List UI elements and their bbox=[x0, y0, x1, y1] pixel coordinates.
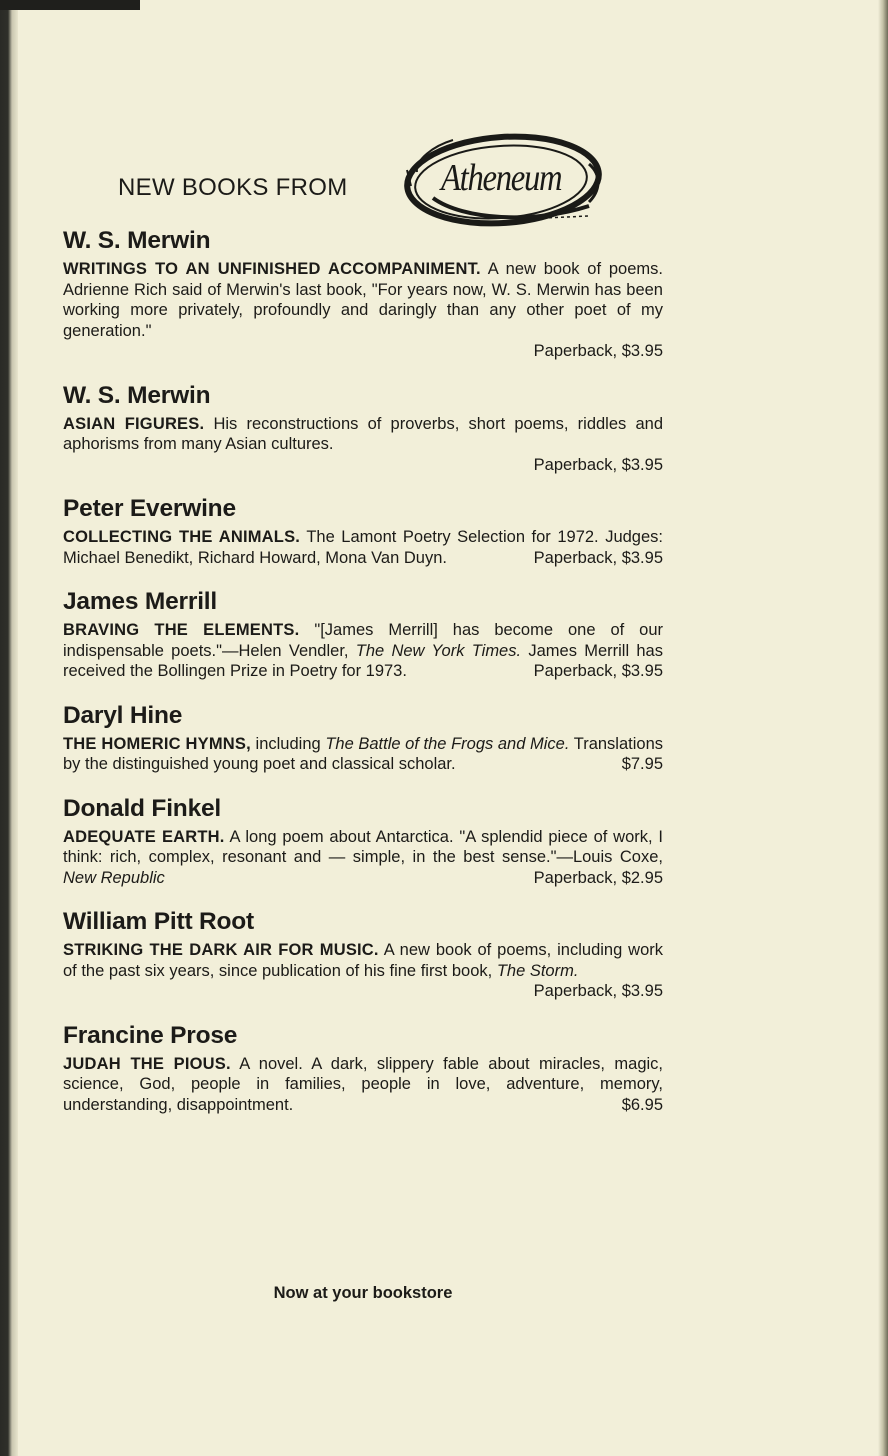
book-entry bbox=[63, 382, 663, 476]
advertisement bbox=[63, 140, 664, 1302]
book-blurb-italic: The New York Times. bbox=[355, 641, 522, 660]
author-name: Francine Prose bbox=[63, 1021, 238, 1049]
book-price: Paperback, $3.95 bbox=[533, 342, 663, 360]
book-blurb: A long poem about Antarctica. "A splendid piece of work, I think: rich, complex, resonant and — simple, in the best sense."—Louis Coxe, bbox=[63, 827, 663, 866]
book-entry bbox=[63, 1022, 663, 1116]
book-description bbox=[63, 827, 663, 889]
book-description bbox=[63, 620, 663, 682]
book-title: THE HOMERIC HYMNS, bbox=[63, 734, 251, 753]
author-name: W. S. Merwin bbox=[63, 381, 211, 409]
logo-wordmark: Atheneum bbox=[441, 157, 562, 199]
author-name: Peter Everwine bbox=[63, 495, 236, 522]
book-price: Paperback, $3.95 bbox=[533, 662, 663, 680]
book-description bbox=[63, 734, 663, 775]
book-blurb-continued: James Merrill has received the Bollingen Prize in Poetry for 1973. bbox=[63, 641, 663, 680]
atheneum-logo bbox=[393, 120, 609, 240]
book-blurb-italic: New Republic bbox=[63, 868, 165, 887]
book-title: STRIKING THE DARK AIR FOR MUSIC. bbox=[63, 941, 379, 959]
book-title: ADEQUATE EARTH. bbox=[63, 827, 225, 846]
book-description bbox=[63, 1054, 663, 1116]
book-title: COLLECTING THE ANIMALS. bbox=[63, 528, 301, 546]
page-corner-shadow bbox=[0, 0, 140, 10]
author-name: W. S. Merwin bbox=[63, 227, 211, 254]
book-price: $7.95 bbox=[621, 755, 663, 773]
book-entry bbox=[63, 227, 663, 362]
footer-text: Now at your bookstore bbox=[273, 1284, 453, 1302]
book-price: Paperback, $2.95 bbox=[533, 868, 663, 887]
book-price: Paperback, $3.95 bbox=[533, 455, 663, 474]
book-blurb: A new book of poems. Adrienne Rich said of Merwin's last book, "For years now, W. S. Merwin has been working more privately, profoundly and daringly than any other poet of my generation." bbox=[63, 260, 663, 340]
book-title: ASIAN FIGURES. bbox=[63, 414, 205, 433]
ad-header bbox=[63, 140, 663, 240]
page-right-edge bbox=[878, 0, 888, 1456]
author-name: Daryl Hine bbox=[63, 701, 183, 729]
book-price: $6.95 bbox=[621, 1095, 663, 1114]
book-blurb: A new book of poems, including work of the past six years, since publication of his fine first book, bbox=[63, 941, 663, 980]
book-blurb: "[James Merrill] has become one of our indispensable poets."—Helen Vendler, bbox=[63, 621, 663, 660]
page-binding-edge bbox=[0, 0, 18, 1456]
book-entry bbox=[63, 702, 663, 775]
book-entry bbox=[63, 588, 663, 682]
header-lead-text: NEW BOOKS FROM bbox=[118, 174, 348, 201]
book-blurb-italic: The Storm. bbox=[496, 961, 579, 980]
author-name: James Merrill bbox=[63, 588, 218, 615]
book-description bbox=[63, 527, 663, 568]
book-blurb: His reconstructions of proverbs, short poems, riddles and aphorisms from many Asian cultures. bbox=[63, 414, 663, 453]
book-entry bbox=[63, 495, 663, 568]
book-entry bbox=[63, 795, 663, 889]
author-name: Donald Finkel bbox=[63, 794, 222, 822]
book-title: WRITINGS TO AN UNFINISHED ACCOMPANIMENT. bbox=[63, 260, 481, 278]
book-entry bbox=[63, 908, 663, 1002]
book-title: JUDAH THE PIOUS. bbox=[63, 1054, 231, 1073]
book-blurb-continued: Translations by the distinguished young poet and classical scholar. bbox=[63, 734, 663, 773]
book-blurb: A novel. A dark, slippery fable about miracles, magic, science, God, people in families, people in love, adventure, memory, understanding, disappointment. bbox=[63, 1054, 664, 1114]
book-price: Paperback, $3.95 bbox=[533, 548, 663, 567]
book-price: Paperback, $3.95 bbox=[533, 982, 663, 1000]
book-blurb: including bbox=[255, 734, 321, 753]
book-blurb: The Lamont Poetry Selection for 1972. Judges: Michael Benedikt, Richard Howard, Mona Van Duyn. bbox=[63, 528, 663, 567]
book-description bbox=[63, 259, 663, 362]
book-description bbox=[63, 414, 663, 476]
book-blurb-italic: The Battle of the Frogs and Mice. bbox=[325, 734, 570, 753]
book-description bbox=[63, 940, 663, 1002]
author-name: William Pitt Root bbox=[63, 908, 255, 935]
book-title: BRAVING THE ELEMENTS. bbox=[63, 621, 300, 639]
